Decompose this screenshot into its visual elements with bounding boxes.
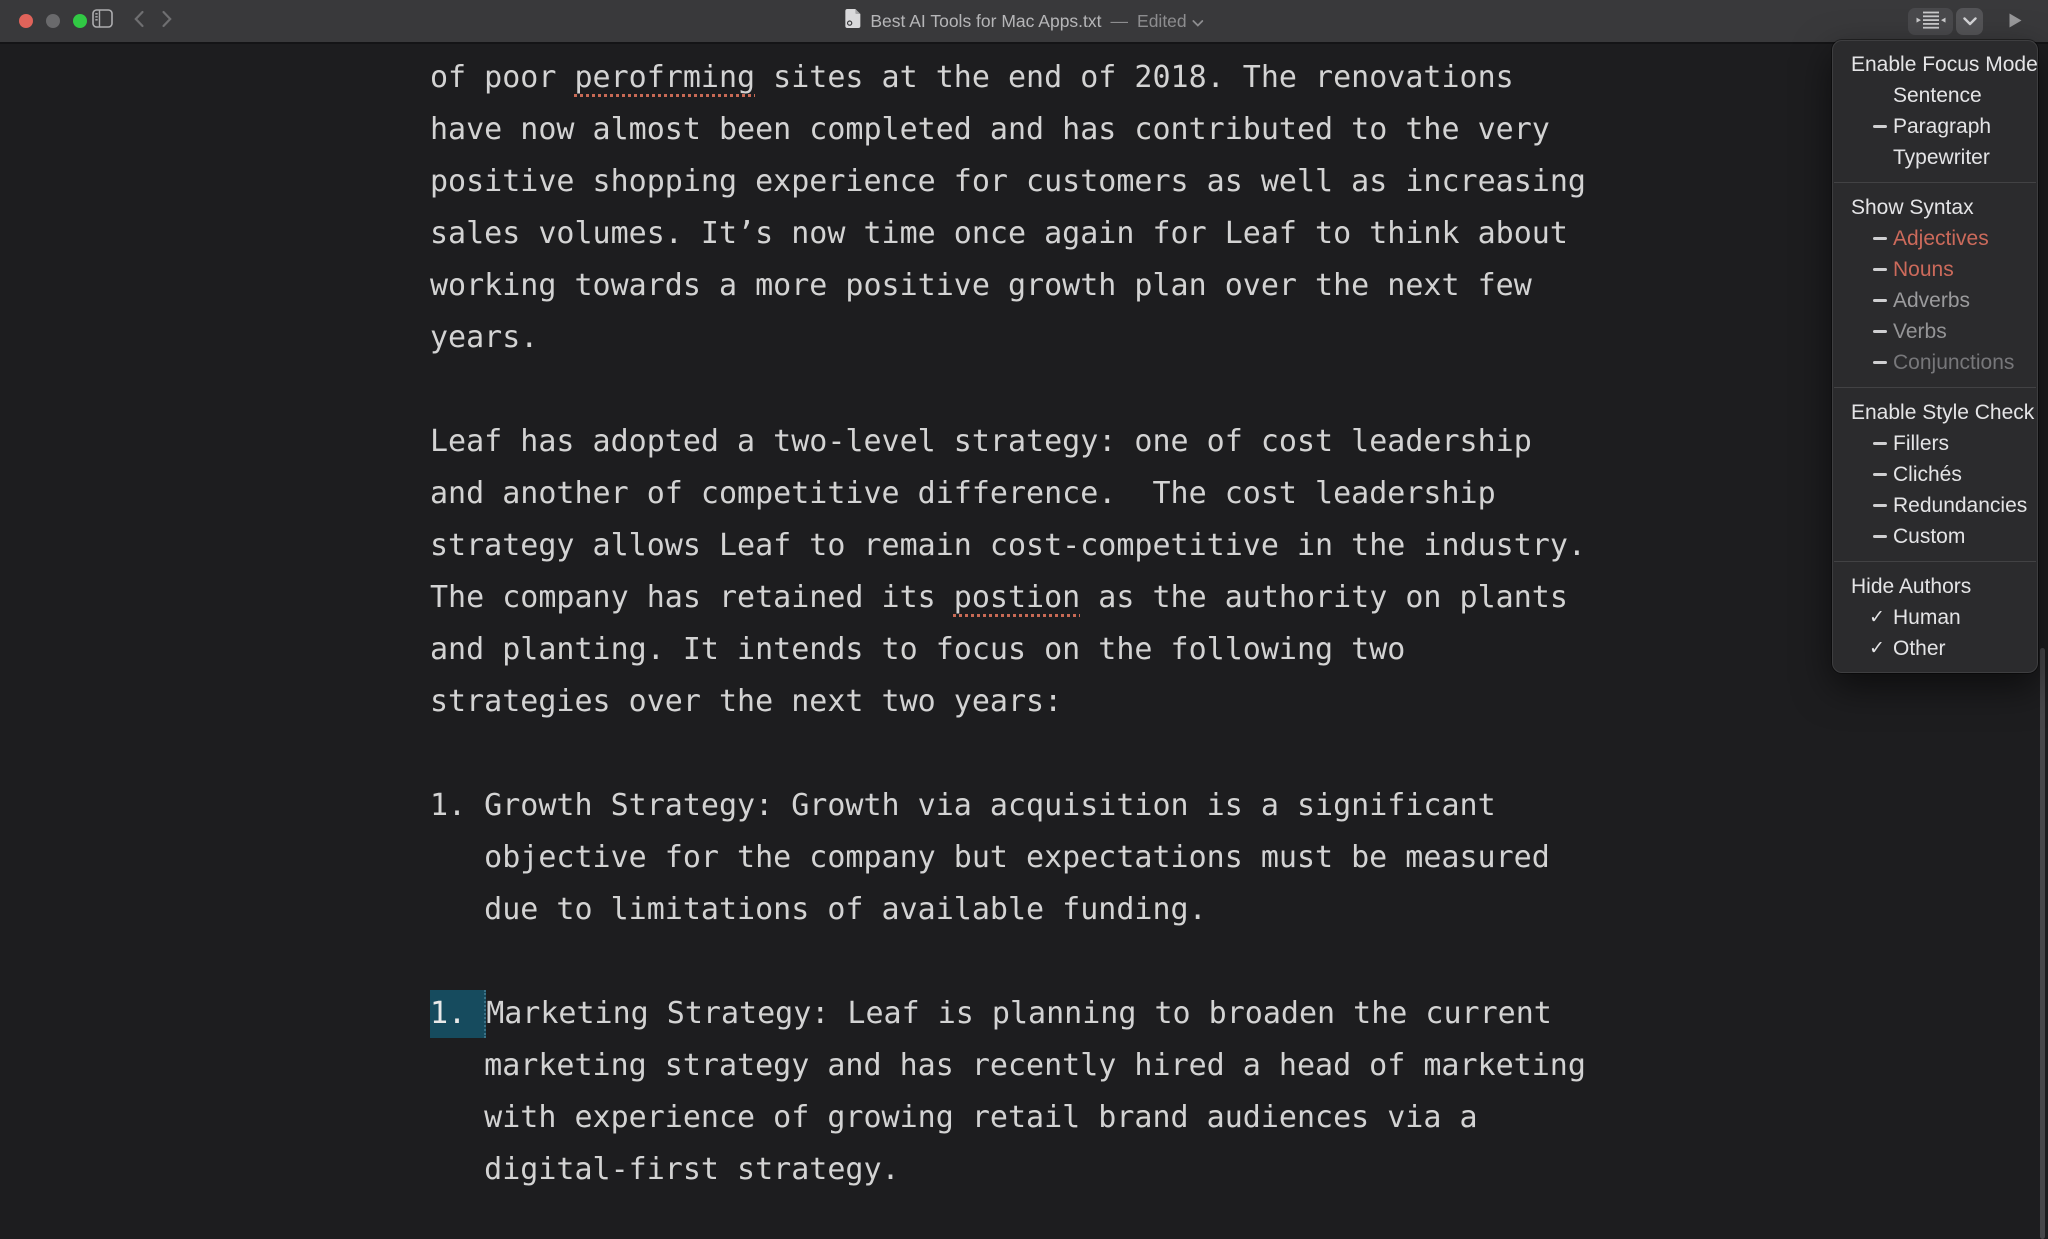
menu-item-conjunctions[interactable] bbox=[1833, 347, 2037, 378]
text-segment: and another of competitive difference. The cost leadership bbox=[430, 476, 1496, 511]
window-title bbox=[844, 0, 1203, 42]
menu-item-label: Paragraph bbox=[1893, 114, 1992, 138]
text-line[interactable] bbox=[430, 1040, 2048, 1092]
menu-item-label: Typewriter bbox=[1893, 145, 1990, 169]
menu-item-label: Enable Focus Mode bbox=[1851, 52, 2038, 76]
menu-item-hide-authors[interactable] bbox=[1833, 571, 2037, 602]
menu-item-custom[interactable] bbox=[1833, 521, 2037, 552]
text-segment: 1. Growth Strategy: Growth via acquisition is a significant bbox=[430, 788, 1496, 823]
edited-status[interactable]: Edited bbox=[1137, 11, 1204, 32]
menu-item-label: Adverbs bbox=[1893, 288, 1971, 312]
menu-item-label: Hide Authors bbox=[1851, 574, 1972, 598]
menu-item-label: Redundancies bbox=[1893, 493, 2028, 517]
menu-item-label: Verbs bbox=[1893, 319, 1947, 343]
text-line[interactable] bbox=[430, 416, 2048, 468]
paragraph bbox=[430, 780, 2048, 936]
text-line[interactable] bbox=[430, 257, 2048, 312]
text-line[interactable] bbox=[430, 832, 2048, 884]
checkmark-icon: ✓ bbox=[1869, 606, 1885, 628]
sidebar-icon bbox=[92, 9, 113, 33]
text-segment: The company has retained its bbox=[430, 580, 954, 615]
paragraph bbox=[430, 988, 2048, 1196]
text-segment: strategy allows Leaf to remain cost-competitive in the industry. bbox=[430, 528, 1586, 563]
text-segment: and planting. It intends to focus on the following two bbox=[430, 632, 1406, 667]
paragraph bbox=[430, 52, 2048, 364]
misspelled-word[interactable]: perofrming bbox=[574, 60, 756, 95]
chevron-left-icon bbox=[133, 10, 145, 33]
menu-item-label: Other bbox=[1893, 636, 1946, 660]
selected-list-marker[interactable]: 1. bbox=[430, 990, 486, 1038]
text-line[interactable] bbox=[430, 312, 2048, 364]
menu-item-clich-s[interactable] bbox=[1833, 459, 2037, 490]
text-segment: sites at the end of 2018. The renovations bbox=[755, 60, 1514, 95]
menu-item-other[interactable] bbox=[1833, 633, 2037, 664]
menu-separator bbox=[1834, 182, 2036, 183]
forward-button[interactable] bbox=[158, 0, 176, 42]
titlebar bbox=[0, 0, 2048, 44]
scrollbar-thumb[interactable] bbox=[2040, 648, 2045, 1239]
menu-item-label: Nouns bbox=[1893, 257, 1954, 281]
paragraph bbox=[430, 416, 2048, 728]
text-editor[interactable] bbox=[0, 44, 2048, 1239]
text-line[interactable] bbox=[430, 1092, 2048, 1144]
close-window-button[interactable] bbox=[19, 14, 33, 28]
menu-item-label: Human bbox=[1893, 605, 1961, 629]
document-icon bbox=[844, 8, 861, 34]
menu-item-label: Fillers bbox=[1893, 431, 1949, 455]
menu-item-label: Custom bbox=[1893, 524, 1966, 548]
text-line[interactable] bbox=[430, 156, 2048, 208]
focus-lines-icon bbox=[1915, 10, 1947, 33]
text-segment: working towards a more positive growth plan over the next few bbox=[430, 268, 1532, 303]
text-segment: positive shopping experience for customers as well as increasing bbox=[430, 164, 1586, 199]
sidebar-toggle-button[interactable] bbox=[90, 0, 114, 42]
text-segment: strategies over the next two years: bbox=[430, 684, 1063, 719]
menu-item-fillers[interactable] bbox=[1833, 428, 2037, 459]
dash-indicator-icon bbox=[1873, 330, 1887, 333]
title-separator: — bbox=[1110, 10, 1129, 31]
dash-indicator-icon bbox=[1873, 125, 1887, 128]
back-button[interactable] bbox=[130, 0, 148, 42]
dash-indicator-icon bbox=[1873, 361, 1887, 364]
dash-indicator-icon bbox=[1873, 268, 1887, 271]
menu-item-verbs[interactable] bbox=[1833, 316, 2037, 347]
preview-button[interactable] bbox=[2004, 8, 2026, 35]
text-line[interactable] bbox=[430, 1144, 2048, 1196]
menu-item-sentence[interactable] bbox=[1833, 80, 2037, 111]
menu-separator bbox=[1834, 387, 2036, 388]
text-line[interactable] bbox=[430, 780, 2048, 832]
text-segment: as the authority on plants bbox=[1080, 580, 1568, 615]
play-icon bbox=[2008, 12, 2023, 32]
text-segment: marketing strategy and has recently hired a head of marketing bbox=[484, 1048, 1586, 1083]
dash-indicator-icon bbox=[1873, 535, 1887, 538]
menu-item-human[interactable] bbox=[1833, 602, 2037, 633]
menu-item-adjectives[interactable] bbox=[1833, 223, 2037, 254]
minimize-window-button[interactable] bbox=[46, 14, 60, 28]
menu-item-label: Enable Style Check bbox=[1851, 400, 2035, 424]
view-options-button[interactable] bbox=[1956, 8, 1983, 35]
text-segment: digital-first strategy. bbox=[484, 1152, 900, 1187]
chevron-down-icon bbox=[1963, 14, 1977, 29]
zoom-window-button[interactable] bbox=[73, 14, 87, 28]
menu-item-paragraph[interactable] bbox=[1833, 111, 2037, 142]
chevron-right-icon bbox=[161, 10, 173, 33]
menu-item-show-syntax[interactable] bbox=[1833, 192, 2037, 223]
menu-separator bbox=[1834, 561, 2036, 562]
view-options-menu bbox=[1832, 40, 2038, 673]
dash-indicator-icon bbox=[1873, 237, 1887, 240]
dash-indicator-icon bbox=[1873, 473, 1887, 476]
menu-item-enable-focus-mode[interactable] bbox=[1833, 49, 2037, 80]
menu-item-label: Show Syntax bbox=[1851, 195, 1974, 219]
text-line[interactable] bbox=[430, 988, 2048, 1040]
text-segment: of poor bbox=[430, 60, 575, 95]
text-segment: sales volumes. It’s now time once again for Leaf to think about bbox=[430, 216, 1568, 251]
menu-item-label: Adjectives bbox=[1893, 226, 1989, 250]
menu-item-typewriter[interactable] bbox=[1833, 142, 2037, 173]
text-segment: Leaf has adopted a two-level strategy: one of cost leadership bbox=[430, 424, 1532, 459]
menu-item-nouns[interactable] bbox=[1833, 254, 2037, 285]
text-segment: have now almost been completed and has contributed to the very bbox=[430, 112, 1550, 147]
dash-indicator-icon bbox=[1873, 442, 1887, 445]
text-segment: due to limitations of available funding. bbox=[484, 892, 1207, 927]
document-title: Best AI Tools for Mac Apps.txt bbox=[870, 10, 1102, 31]
text-segment: with experience of growing retail brand audiences via a bbox=[484, 1100, 1478, 1135]
menu-item-adverbs[interactable] bbox=[1833, 285, 2037, 316]
menu-item-redundancies[interactable] bbox=[1833, 490, 2037, 521]
text-segment: objective for the company but expectations must be measured bbox=[484, 840, 1550, 875]
menu-item-label: Conjunctions bbox=[1893, 350, 2015, 374]
text-line[interactable] bbox=[430, 520, 2048, 572]
text-segment: years. bbox=[430, 320, 539, 355]
menu-item-label: Clichés bbox=[1893, 462, 1962, 486]
dash-indicator-icon bbox=[1873, 504, 1887, 507]
text-line[interactable] bbox=[430, 208, 2048, 260]
focus-mode-button[interactable] bbox=[1908, 8, 1953, 35]
text-line[interactable] bbox=[430, 468, 2048, 520]
misspelled-word[interactable]: postion bbox=[953, 580, 1081, 615]
dash-indicator-icon bbox=[1873, 299, 1887, 302]
text-line[interactable] bbox=[430, 624, 2048, 676]
text-line[interactable] bbox=[430, 884, 2048, 936]
text-line[interactable] bbox=[430, 676, 2048, 728]
text-line[interactable] bbox=[430, 572, 2048, 624]
chevron-down-icon bbox=[1193, 11, 1204, 32]
menu-item-enable-style-check[interactable] bbox=[1833, 397, 2037, 428]
text-segment: Marketing Strategy: Leaf is planning to broaden the current bbox=[486, 996, 1552, 1031]
menu-item-label: Sentence bbox=[1893, 83, 1982, 107]
text-line[interactable] bbox=[430, 104, 2048, 156]
checkmark-icon: ✓ bbox=[1869, 637, 1885, 659]
text-line[interactable] bbox=[430, 52, 2048, 104]
